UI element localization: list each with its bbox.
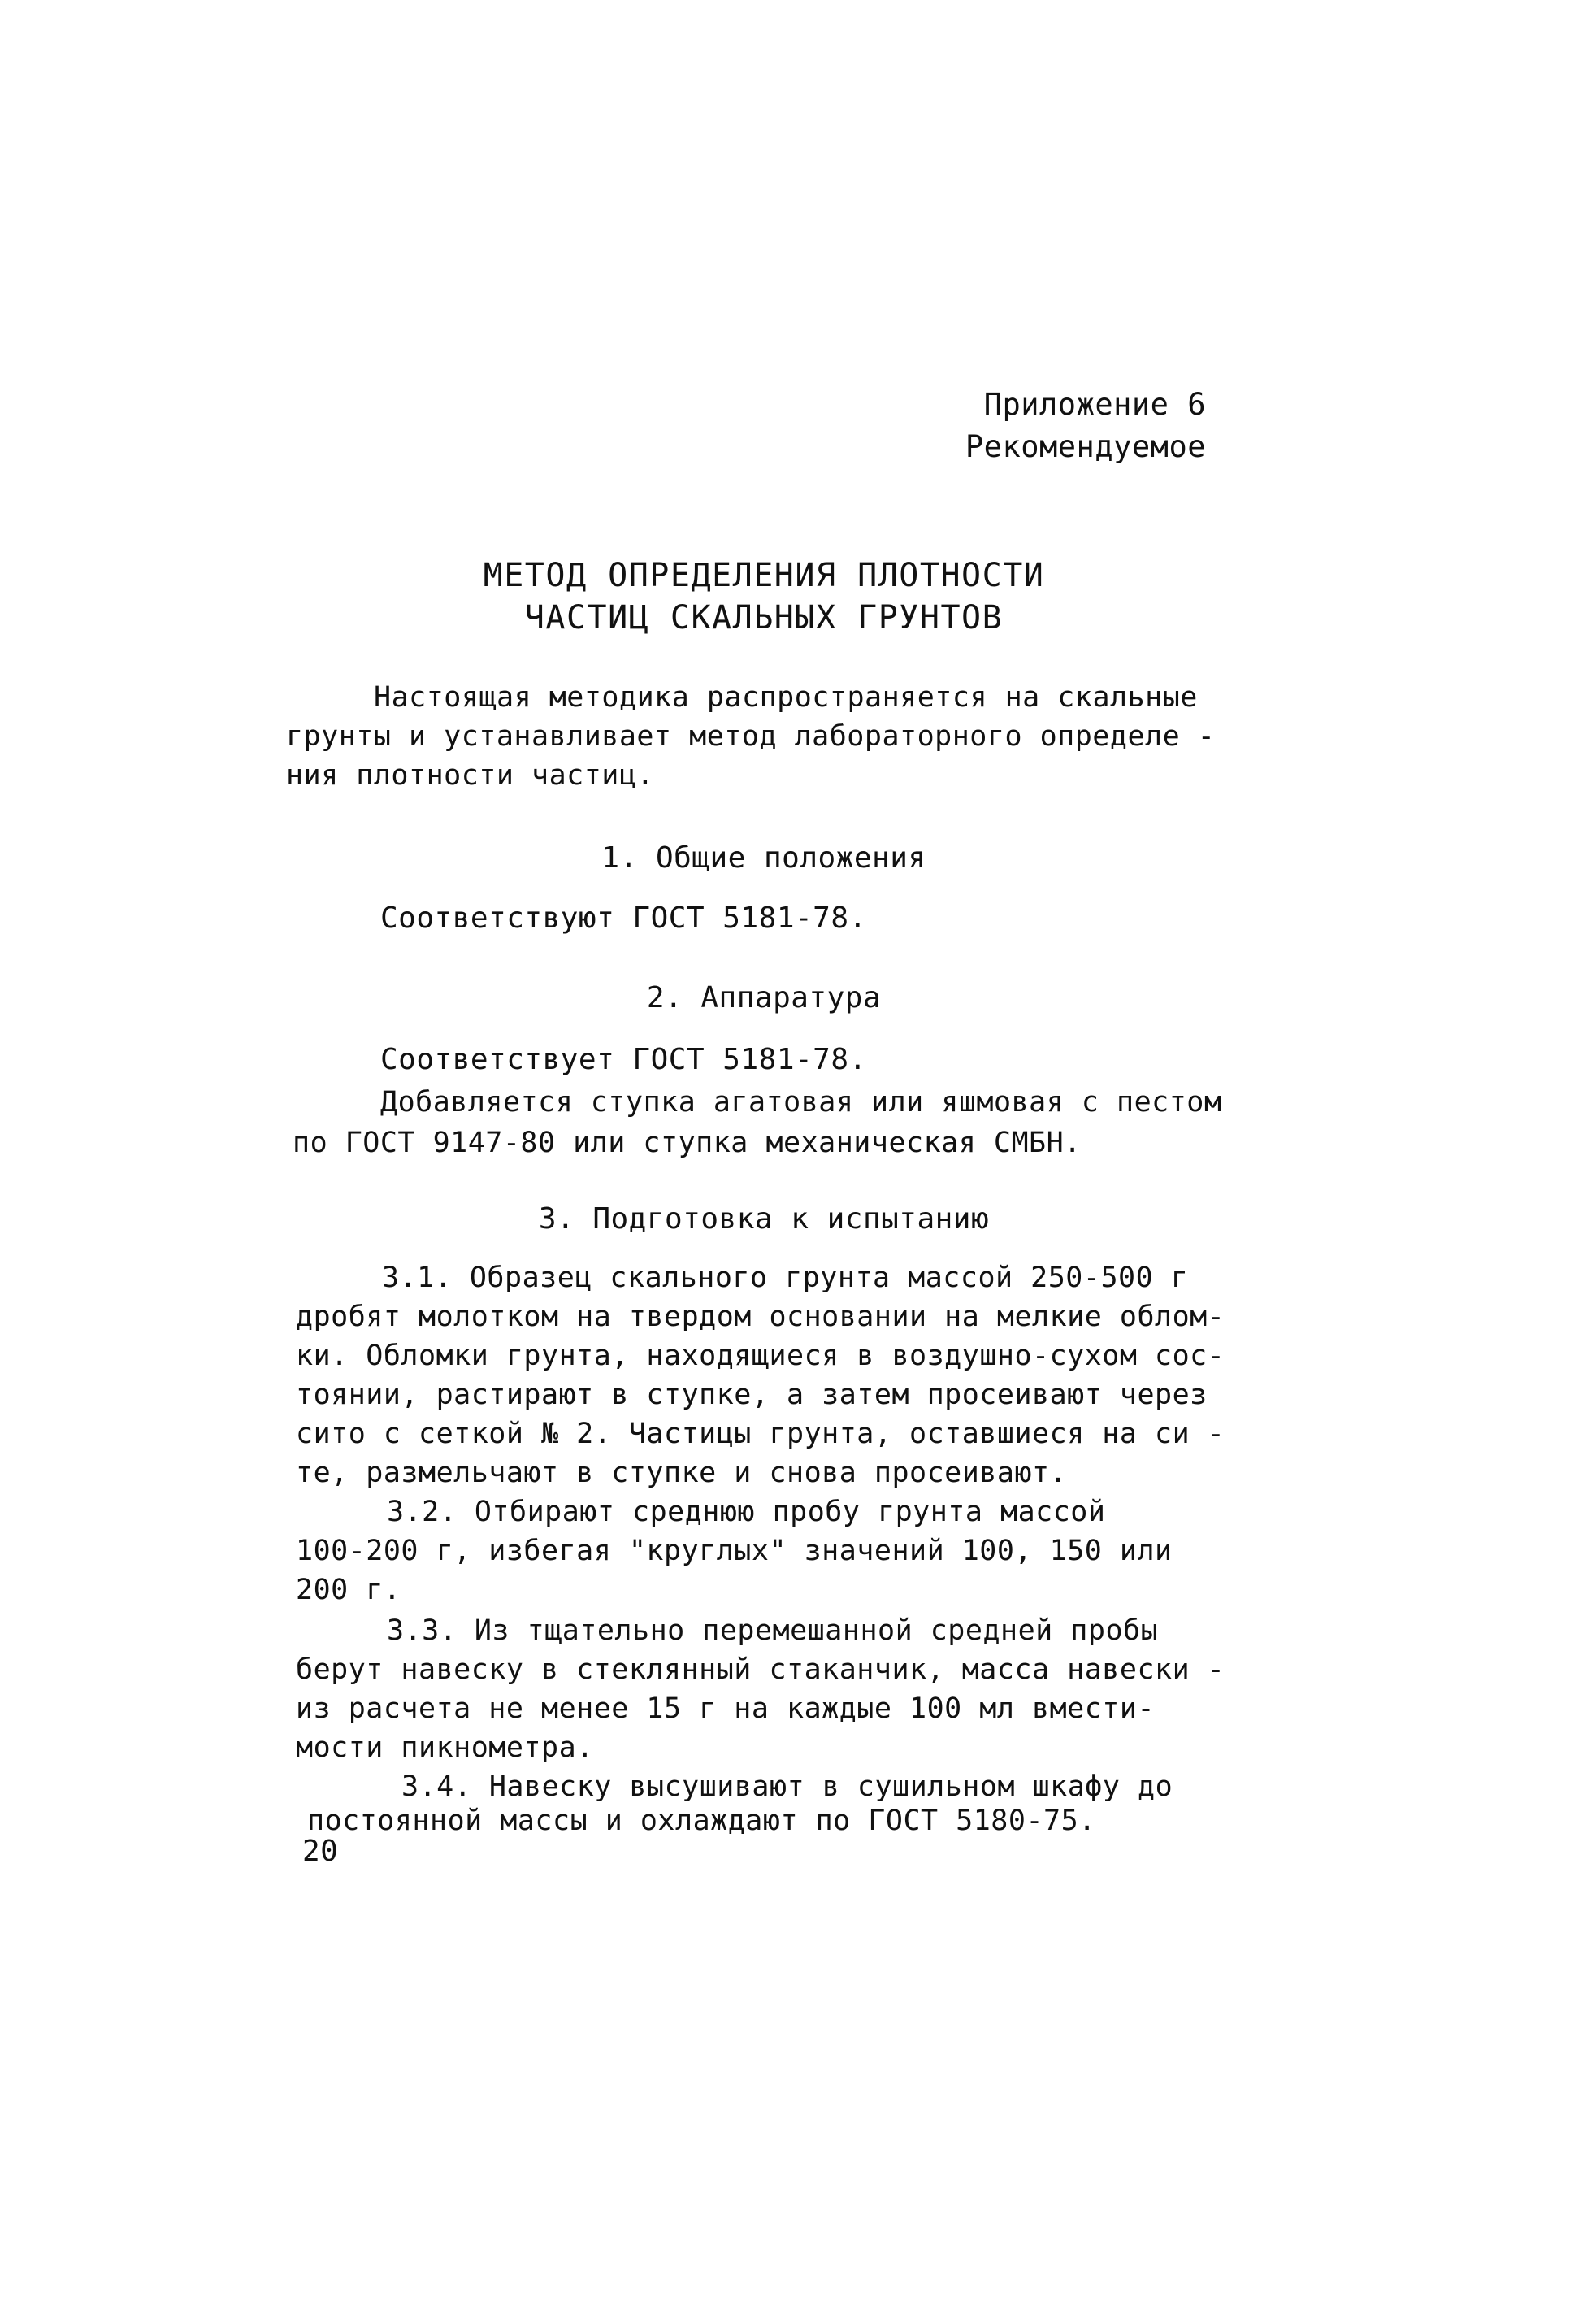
paragraph-3-1-line-5: сито с сеткой № 2. Частицы грунта, оставшиеся на си - bbox=[296, 1418, 1225, 1450]
section-1-heading: 1. Общие положения bbox=[601, 841, 926, 875]
paragraph-3-1-line-2: дробят молотком на твердом основании на мелкие облом- bbox=[296, 1301, 1225, 1333]
section-2-line-3: по ГОСТ 9147-80 или ступка механическая СМБН. bbox=[293, 1127, 1082, 1159]
paragraph-3-1-line-1: 3.1. Образец скального грунта массой 250-500 г bbox=[382, 1262, 1189, 1294]
page-number: 20 bbox=[302, 1835, 339, 1868]
document-title-line-2: ЧАСТИЦ СКАЛЬНЫХ ГРУНТОВ bbox=[524, 599, 1004, 636]
section-3-heading: 3. Подготовка к испытанию bbox=[538, 1202, 990, 1236]
paragraph-3-3-line-1: 3.3. Из тщательно перемешанной средней пробы bbox=[387, 1614, 1159, 1647]
paragraph-3-1-line-6: те, размельчают в ступке и снова просеивают. bbox=[296, 1457, 1068, 1489]
section-1-text: Соответствуют ГОСТ 5181-78. bbox=[380, 901, 867, 935]
paragraph-3-1-line-3: ки. Обломки грунта, находящиеся в воздушно-сухом сос- bbox=[296, 1340, 1225, 1372]
paragraph-3-3-line-3: из расчета не менее 15 г на каждые 100 мл вмести- bbox=[296, 1692, 1156, 1725]
document-title-line-1: МЕТОД ОПРЕДЕЛЕНИЯ ПЛОТНОСТИ bbox=[483, 557, 1045, 594]
paragraph-3-3-line-2: берут навеску в стеклянный стаканчик, масса навески - bbox=[296, 1653, 1225, 1686]
section-2-line-2: Добавляется ступка агатовая или яшмовая с пестом bbox=[380, 1086, 1222, 1119]
paragraph-3-2-line-2: 100-200 г, избегая "круглых" значений 100, 150 или bbox=[296, 1535, 1173, 1567]
paragraph-3-3-line-4: мости пикнометра. bbox=[296, 1731, 594, 1764]
intro-line-2: грунты и устанавливает метод лабораторного определе - bbox=[286, 720, 1216, 753]
paragraph-3-4-line-1: 3.4. Навеску высушивают в сушильном шкафу до bbox=[401, 1770, 1173, 1803]
paragraph-3-2-line-1: 3.2. Отбирают среднюю пробу грунта массой bbox=[387, 1496, 1106, 1528]
paragraph-3-4-line-2: постоянной массы и охлаждают по ГОСТ 5180-75. bbox=[307, 1805, 1096, 1837]
appendix-status: Рекомендуемое bbox=[965, 429, 1206, 464]
paragraph-3-1-line-4: тоянии, растирают в ступке, а затем просеивают через bbox=[296, 1379, 1208, 1411]
section-2-heading: 2. Аппаратура bbox=[646, 981, 882, 1014]
section-2-line-1: Соответствует ГОСТ 5181-78. bbox=[380, 1043, 867, 1076]
paragraph-3-2-line-3: 200 г. bbox=[296, 1574, 401, 1606]
intro-line-3: ния плотности частиц. bbox=[286, 759, 655, 792]
appendix-number: Приложение 6 bbox=[983, 387, 1206, 422]
intro-line-1: Настоящая методика распространяется на скальные bbox=[374, 681, 1198, 714]
